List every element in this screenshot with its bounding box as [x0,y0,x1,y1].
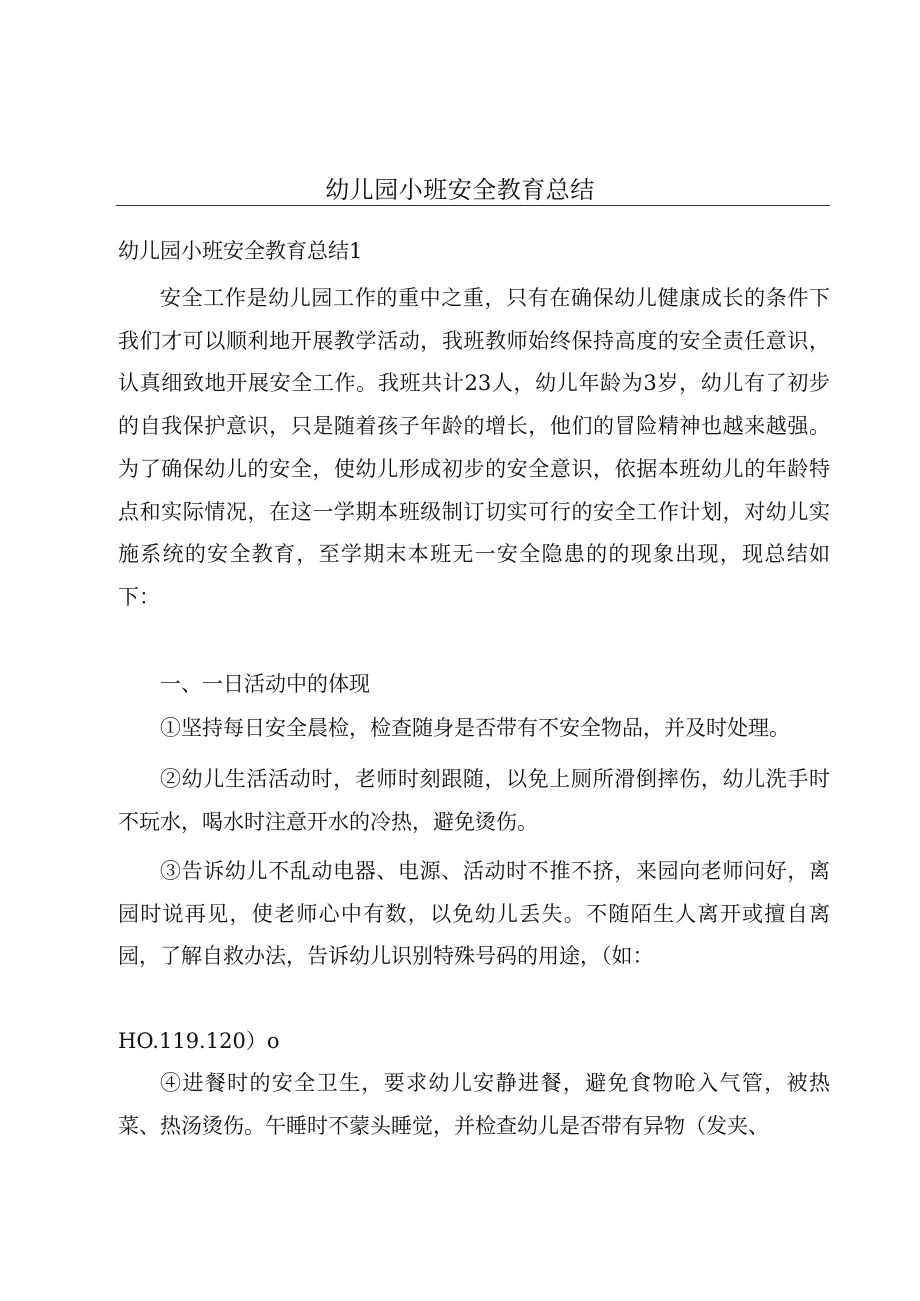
intro-paragraph: 安全工作是幼儿园工作的重中之重，只有在确保幼儿健康成长的条件下我们才可以顺利地开展教学活动，我班教师始终保持高度的安全责任意识，认真细致地开展安全工作。我班共计23人，幼儿年龄为3岁，幼儿有了初步的自我保护意识，只是随着孩子年龄的增长，他们的冒险精神也越来越强。为了确保幼儿的安全，使幼儿形成初步的安全意识，依据本班幼儿的年龄特点和实际情况，在这一学期本班级制订切实可行的安全工作计划，对幼儿实施系统的安全教育，至学期末本班无一安全隐患的的现象出现，现总结如下： [118,286,830,609]
title-underline [116,205,830,206]
list-item: ①坚持每日安全晨检，检查随身是否带有不安全物品，并及时处理。 [160,716,790,740]
document-title: 幼儿园小班安全教育总结 [325,176,595,204]
list-item: ④进餐时的安全卫生，要求幼儿安静进餐，避免食物呛入气管，被热菜、热汤烫伤。午睡时不蒙头睡觉，并检查幼儿是否带有异物（发夹、 [118,1071,830,1138]
section-heading: 一、一日活动中的体现 [160,672,370,696]
list-item: ③告诉幼儿不乱动电器、电源、活动时不推不挤，来园向老师问好，离园时说再见，使老师心中有数，以免幼儿丢失。不随陌生人离开或擅自离园，了解自救办法，告诉幼儿识别特殊号码的用途，（如： [118,859,830,969]
list-item-continuation: HO.119.120）o [118,1029,280,1053]
list-item: ②幼儿生活活动时，老师时刻跟随，以免上厕所滑倒摔伤，幼儿洗手时不玩水，喝水时注意开水的冷热，避免烫伤。 [118,767,830,834]
section-subheading: 幼儿园小班安全教育总结1 [118,239,363,263]
